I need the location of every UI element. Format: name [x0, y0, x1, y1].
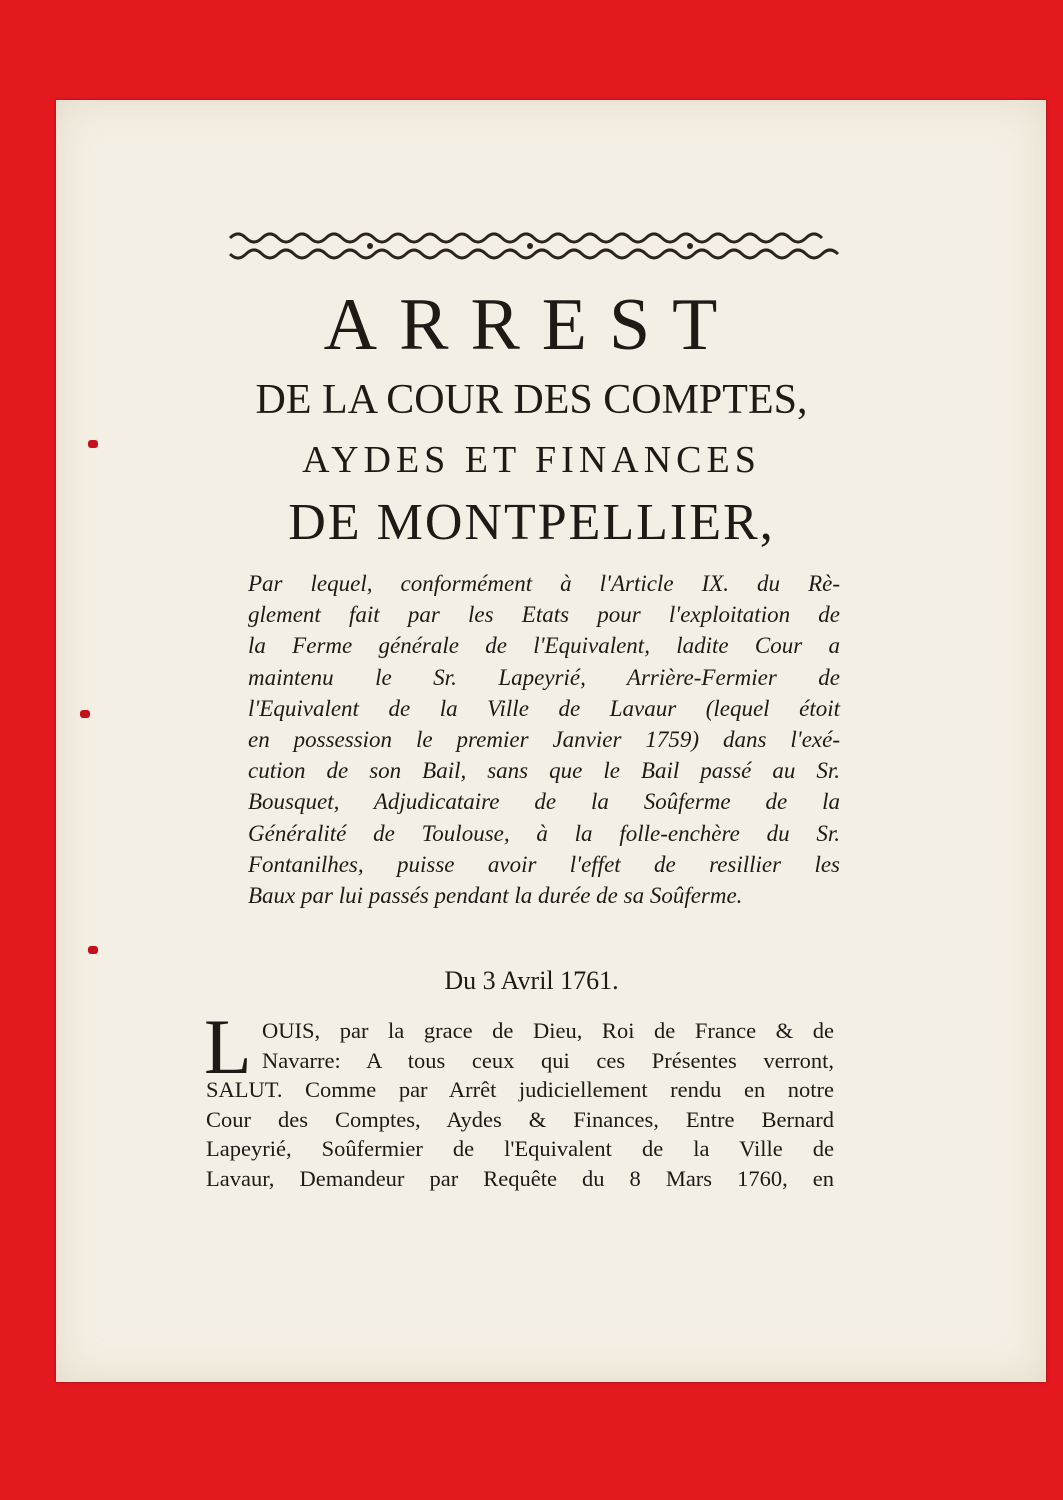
title-court: DE LA COUR DES COMPTES,	[255, 377, 808, 423]
summary-line: Généralité de Toulouse, à la folle-enchère du Sr.	[248, 820, 840, 846]
fleuron-border-icon	[220, 228, 840, 264]
stitch-mark	[88, 946, 98, 954]
summary-line: Par lequel, conformément à l'Article IX. du Rè-	[248, 571, 840, 596]
summary-line: cution de son Bail, sans que le Bail passé au Sr.	[248, 758, 840, 784]
document-title: ARREST	[323, 284, 740, 366]
summary-line: maintenu le Sr. Lapeyrié, Arrière-Fermier de	[248, 664, 840, 690]
summary-line: la Ferme générale de l'Equivalent, ladite Cour a	[248, 633, 840, 659]
summary-line: l'Equivalent de la Ville de Lavaur (lequel étoit	[248, 695, 840, 721]
body-line: Cour des Comptes, Aydes & Finances, Entre Bernard	[206, 1106, 834, 1132]
body-line: Lapeyrié, Soûfermier de l'Equivalent de la Ville de	[206, 1136, 834, 1161]
drop-cap: L	[204, 1003, 252, 1090]
title-aydes: AYDES ET FINANCES	[302, 439, 761, 481]
summary-line: Bousquet, Adjudicataire de la Soûferme de la	[248, 789, 840, 815]
summary-line: Fontanilhes, puisse avoir l'effet de resillier les	[248, 851, 840, 877]
body-line: OUIS, par la grace de Dieu, Roi de France & de	[262, 1018, 834, 1043]
title-city: DE MONTPELLIER,	[288, 494, 775, 551]
body-line: SALUT. Comme par Arrêt judiciellement rendu en notre	[206, 1077, 834, 1102]
stitch-mark	[80, 710, 90, 718]
summary-line: glement fait par les Etats pour l'exploitation de	[248, 602, 840, 628]
summary-paragraph	[248, 568, 840, 911]
document-date: Du 3 Avril 1761.	[444, 966, 619, 995]
body-line: Lavaur, Demandeur par Requête du 8 Mars 1760, en	[206, 1165, 834, 1191]
summary-line: en possession le premier Janvier 1759) dans l'exé-	[248, 727, 840, 753]
body-line: Navarre: A tous ceux qui ces Présentes verront,	[262, 1047, 834, 1073]
summary-line: Baux par lui passés pendant la durée de sa Soûferme.	[248, 883, 743, 909]
body-paragraph	[206, 1016, 834, 1193]
